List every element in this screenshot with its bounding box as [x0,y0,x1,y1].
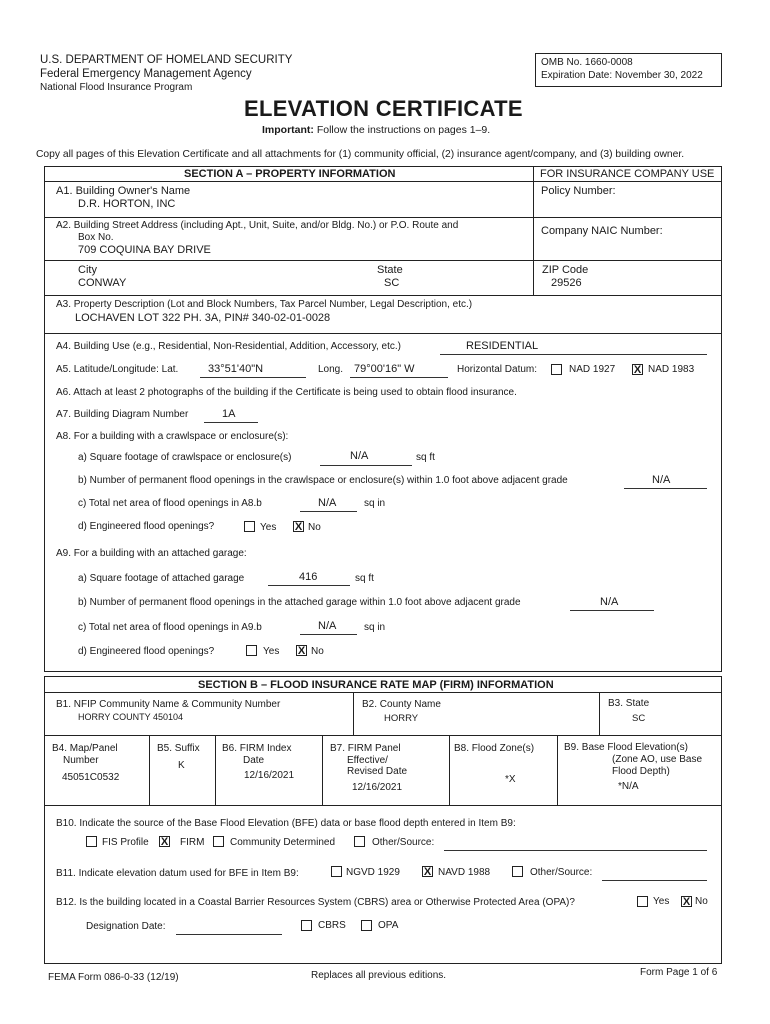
navd-label: NAVD 1988 [438,867,491,878]
b12-yes-checkbox[interactable] [637,896,648,907]
datum-label: Horizontal Datum: [457,364,538,375]
city-label: City [78,264,97,276]
zip-value[interactable]: 29526 [551,277,582,289]
a8c-unit: sq in [364,498,386,509]
state-value[interactable]: SC [384,277,400,289]
b12-no-checkbox[interactable]: X [682,896,691,908]
a8a-unit: sq ft [416,452,435,463]
a9d-label: d) Engineered flood openings? [78,646,215,657]
a8b-label: b) Number of permanent flood openings in the crawlspace or enclosure(s) within 1.0 foot above adjacent grade [78,475,568,486]
important-note: Important: Follow the instructions on pages 1–9. [262,124,491,136]
a8a-label: a) Square footage of crawlspace or enclosure(s) [78,452,292,463]
a9a-unit: sq ft [355,573,374,584]
b3-value[interactable]: SC [632,713,646,724]
b9-label-2: (Zone AO, use Base [612,754,703,765]
a8-label: A8. For a building with a crawlspace or enclosure(s): [56,431,289,442]
b6-label: B6. FIRM Index [222,743,292,754]
form-number: FEMA Form 086-0-33 (12/19) [48,972,179,983]
program-name: National Flood Insurance Program [40,82,193,93]
a1-label: A1. Building Owner's Name [56,185,191,197]
a8d-yes-checkbox[interactable] [244,521,255,532]
b4-label: B4. Map/Panel [52,743,118,754]
a3-value[interactable]: LOCHAVEN LOT 322 PH. 3A, PIN# 340-02-01-0028 [75,312,331,324]
b3-label: B3. State [608,698,650,709]
b12-no-label: No [695,896,708,907]
a9d-no-label: No [311,646,324,657]
b6-value[interactable]: 12/16/2021 [244,770,295,781]
b10-label: B10. Indicate the source of the Base Flood Elevation (BFE) data or base flood depth entered in Item B9: [56,818,516,829]
b7-label-2: Effective/ [347,755,388,766]
other-source-checkbox[interactable] [354,836,365,847]
b2-value[interactable]: HORRY [384,713,419,724]
a8c-value[interactable]: N/A [318,497,337,509]
b9-label: B9. Base Flood Elevation(s) [564,742,688,753]
opa-label: OPA [378,920,399,931]
page-number: Form Page 1 of 6 [640,967,718,978]
page-title: ELEVATION CERTIFICATE [244,96,523,121]
a7-value[interactable]: 1A [222,408,236,420]
a9b-value[interactable]: N/A [600,596,619,608]
b4-value[interactable]: 45051C0532 [62,772,120,783]
b11-label: B11. Indicate elevation datum used for BFE in Item B9: [56,868,299,879]
long-value[interactable]: 79°00'16" W [354,363,415,375]
a6-label: A6. Attach at least 2 photographs of the building if the Certificate is being used to obtain flood insurance. [56,387,517,398]
a1-value[interactable]: D.R. HORTON, INC [78,198,176,210]
ngvd-label: NGVD 1929 [346,867,400,878]
b4-label-2: Number [63,755,99,766]
omb-number: OMB No. 1660-0008 [541,57,633,68]
a9d-yes-checkbox[interactable] [246,645,257,656]
section-a-title: SECTION A – PROPERTY INFORMATION [184,168,396,180]
b7-label-3: Revised Date [347,766,408,777]
a8d-no-checkbox[interactable]: X [294,521,303,533]
naic-label: Company NAIC Number: [541,225,663,237]
a7-label: A7. Building Diagram Number [56,409,189,420]
lat-value[interactable]: 33°51'40"N [208,363,264,375]
state-label: State [377,264,403,276]
designation-label: Designation Date: [86,921,166,932]
b1-value[interactable]: HORRY COUNTY 450104 [78,712,184,722]
b5-label: B5. Suffix [157,743,200,754]
a9-label: A9. For a building with an attached garage: [56,548,247,559]
a9c-value[interactable]: N/A [318,620,337,632]
b9-value[interactable]: *N/A [618,781,639,792]
omb-expiration: Expiration Date: November 30, 2022 [541,70,703,81]
other-checkbox[interactable] [512,866,523,877]
b8-label: B8. Flood Zone(s) [454,743,535,754]
b2-label: B2. County Name [362,699,441,710]
a8a-value[interactable]: N/A [350,450,369,462]
a3-label: A3. Property Description (Lot and Block Numbers, Tax Parcel Number, Legal Description, etc.) [56,299,473,310]
a5-label: A5. Latitude/Longitude: Lat. [56,364,179,375]
navd-checkbox[interactable]: X [423,866,432,878]
b12-label: B12. Is the building located in a Coastal Barrier Resources System (CBRS) area or Otherwise Protected Area (OPA)? [56,897,575,908]
cbrs-label: CBRS [318,920,346,931]
a9d-yes-label: Yes [263,646,280,657]
a8d-label: d) Engineered flood openings? [78,521,215,532]
b7-value[interactable]: 12/16/2021 [352,782,403,793]
policy-label: Policy Number: [541,185,616,197]
insurance-header: FOR INSURANCE COMPANY USE [540,168,715,180]
agency-name: Federal Emergency Management Agency [40,68,252,80]
nad1927-checkbox[interactable] [551,364,562,375]
a9c-label: c) Total net area of flood openings in A9.b [78,622,262,633]
b8-value[interactable]: *X [505,774,516,785]
a4-value[interactable]: RESIDENTIAL [466,340,539,352]
fis-checkbox[interactable] [86,836,97,847]
firm-label: FIRM [180,837,205,848]
fis-label: FIS Profile [102,837,149,848]
a9a-value[interactable]: 416 [299,571,318,583]
b7-label: B7. FIRM Panel [330,743,401,754]
community-label: Community Determined [230,837,336,848]
long-label: Long. [318,364,344,375]
a8c-label: c) Total net area of flood openings in A8.b [78,498,262,509]
a8d-no-label: No [308,522,321,533]
b1-label: B1. NFIP Community Name & Community Number [56,699,281,710]
copy-note: Copy all pages of this Elevation Certificate and all attachments for (1) community official, (2) insurance agent/company, and (3) building owner. [36,149,685,160]
a9d-no-checkbox[interactable]: X [297,645,306,657]
b6-label-2: Date [243,755,265,766]
a9a-label: a) Square footage of attached garage [78,573,245,584]
nad1983-checkbox[interactable]: X [633,364,642,376]
a2-value[interactable]: 709 COQUINA BAY DRIVE [78,244,211,256]
a9c-unit: sq in [364,622,386,633]
a8d-yes-label: Yes [260,522,277,533]
a8b-value[interactable]: N/A [652,474,671,486]
b9-label-3: Flood Depth) [612,766,670,777]
b12-yes-label: Yes [653,896,670,907]
other-source-label: Other/Source: [372,837,435,848]
other-label: Other/Source: [530,867,593,878]
a4-label: A4. Building Use (e.g., Residential, Non-Residential, Addition, Accessory, etc.) [56,341,401,352]
dept-name: U.S. DEPARTMENT OF HOMELAND SECURITY [40,54,293,66]
city-value[interactable]: CONWAY [78,277,127,289]
nad1927-label: NAD 1927 [569,364,616,375]
replaces-note: Replaces all previous editions. [311,970,447,981]
a9b-label: b) Number of permanent flood openings in the attached garage within 1.0 foot above adjacent grade [78,597,521,608]
firm-checkbox[interactable]: X [160,836,169,848]
community-checkbox[interactable] [213,836,224,847]
b5-value[interactable]: K [178,760,185,771]
cbrs-checkbox[interactable] [301,920,312,931]
nad1983-label: NAD 1983 [648,364,695,375]
ngvd-checkbox[interactable] [331,866,342,877]
section-b-title: SECTION B – FLOOD INSURANCE RATE MAP (FIRM) INFORMATION [198,679,554,691]
opa-checkbox[interactable] [361,920,372,931]
a2-label: A2. Building Street Address (including Apt., Unit, Suite, and/or Bldg. No.) or P.O. Route and [56,220,459,231]
a2-label-2: Box No. [78,232,114,243]
zip-label: ZIP Code [542,264,589,276]
